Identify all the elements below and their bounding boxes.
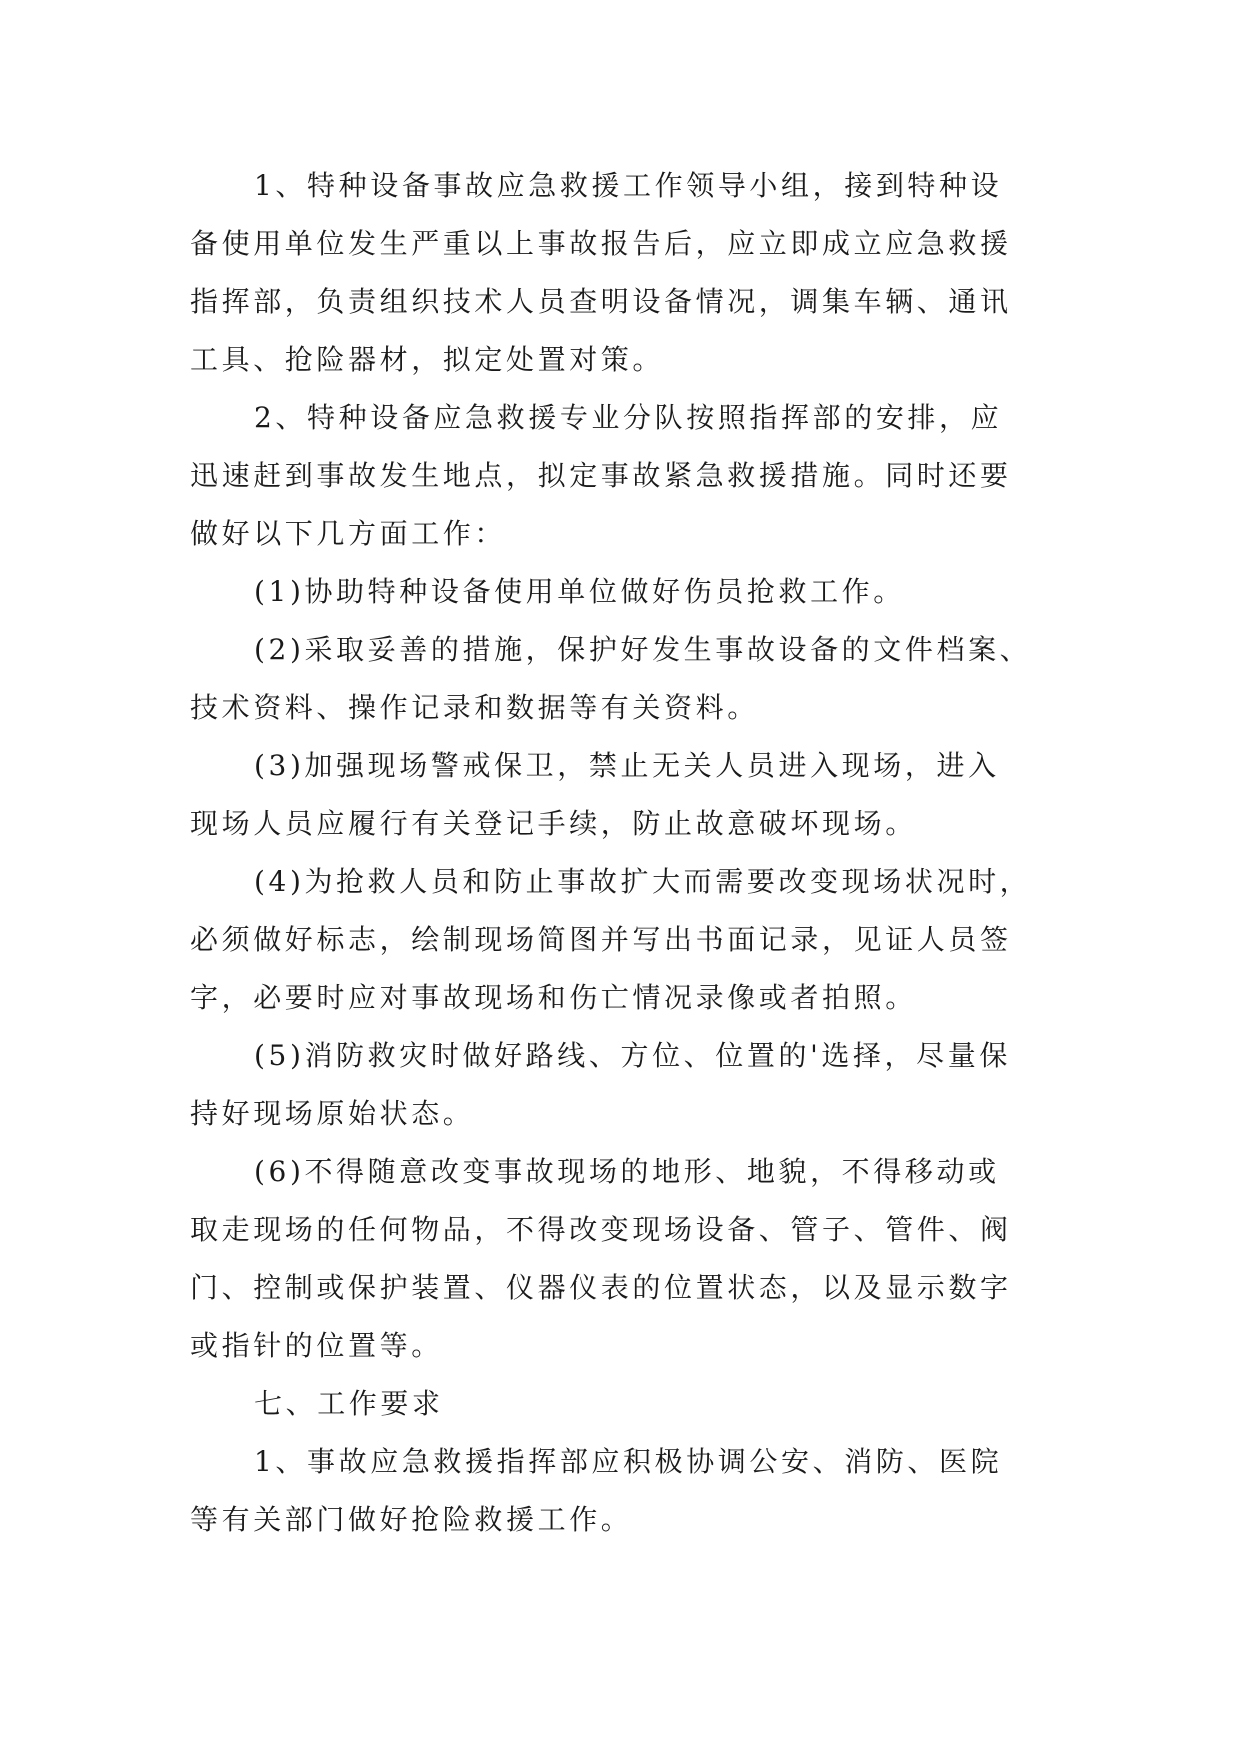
text-line: 技术资料、操作记录和数据等有关资料。 <box>190 691 759 724</box>
paragraph-leadership-group <box>190 157 1058 389</box>
text-line: 工具、抢险器材，拟定处置对策。 <box>190 343 665 376</box>
text-line: 1、特种设备事故应急救援工作领导小组，接到特种设 <box>254 169 1003 202</box>
paragraph-coordination <box>190 1433 1058 1549</box>
text-line: 字，必要时应对事故现场和伤亡情况录像或者拍照。 <box>190 981 917 1014</box>
text-line: (6)不得随意改变事故现场的地形、地貌，不得移动或 <box>254 1155 1000 1188</box>
text-line: 1、事故应急救援指挥部应积极协调公安、消防、医院 <box>254 1445 1003 1478</box>
text-line: 或指针的位置等。 <box>190 1329 443 1362</box>
text-line: 必须做好标志，绘制现场简图并写出书面记录，见证人员签 <box>190 923 1012 956</box>
text-line: 取走现场的任何物品，不得改变现场设备、管子、管件、阀 <box>190 1213 1012 1246</box>
paragraph-item-6 <box>190 1143 1058 1375</box>
text-line: 迅速赶到事故发生地点，拟定事故紧急救援措施。同时还要 <box>190 459 1012 492</box>
text-line: 持好现场原始状态。 <box>190 1097 475 1130</box>
paragraph-item-1 <box>190 563 1058 621</box>
text-line: 2、特种设备应急救援专业分队按照指挥部的安排，应 <box>254 401 1003 434</box>
paragraph-item-3 <box>190 737 1058 853</box>
text-line: 备使用单位发生严重以上事故报告后，应立即成立应急救援 <box>190 227 1012 260</box>
text-line: (3)加强现场警戒保卫，禁止无关人员进入现场，进入 <box>254 749 1000 782</box>
section-heading-work-requirements <box>190 1375 1058 1433</box>
paragraph-item-5 <box>190 1027 1058 1143</box>
text-line: 门、控制或保护装置、仪器仪表的位置状态，以及显示数字 <box>190 1271 1012 1304</box>
text-line: (2)采取妥善的措施，保护好发生事故设备的文件档案、 <box>254 633 1032 666</box>
paragraph-item-4 <box>190 853 1058 1027</box>
paragraph-rescue-team <box>190 389 1058 563</box>
text-line: (5)消防救灾时做好路线、方位、位置的'选择，尽量保 <box>254 1039 1011 1072</box>
text-line: 做好以下几方面工作： <box>190 517 507 550</box>
text-line: (1)协助特种设备使用单位做好伤员抢救工作。 <box>254 575 905 608</box>
document-body <box>190 157 1058 1549</box>
text-line: 等有关部门做好抢险救援工作。 <box>190 1503 633 1536</box>
heading-text: 七、工作要求 <box>254 1387 444 1420</box>
text-line: 现场人员应履行有关登记手续，防止故意破坏现场。 <box>190 807 917 840</box>
text-line: 指挥部，负责组织技术人员查明设备情况，调集车辆、通讯 <box>190 285 1012 318</box>
paragraph-item-2 <box>190 621 1058 737</box>
text-line: (4)为抢救人员和防止事故扩大而需要改变现场状况时， <box>254 865 1032 898</box>
